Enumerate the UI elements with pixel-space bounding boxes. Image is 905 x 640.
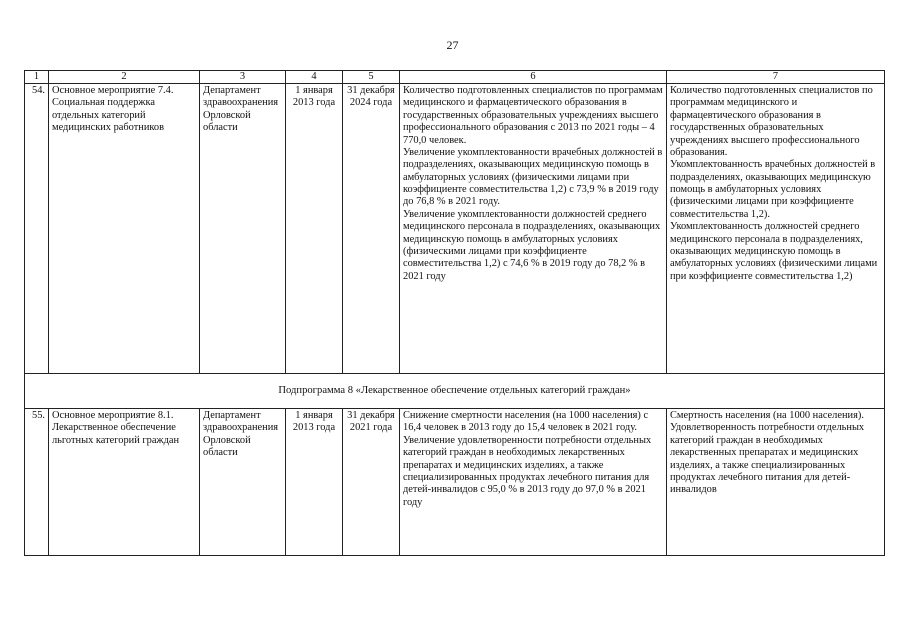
result-paragraph: Увеличение укомплектованности врачебных должностей в подразделениях, оказывающих медицинскую помощь в амбулаторных условиях (физическими лицами при коэффициенте совместительства 1,2) с 73,9 % в 2019 году до 76,8 % в 2021 году.	[403, 146, 663, 208]
table-row	[25, 409, 885, 556]
subprogram-row	[25, 374, 885, 409]
indicator-paragraph: Укомплектованность должностей среднего медицинского персонала в подразделениях, оказывающих медицинскую помощь в амбулаторных условиях (физическими лицами при коэффициенте совместительства 1,2)	[670, 221, 878, 282]
indicator-paragraph: Укомплектованность врачебных должностей в подразделениях, оказывающих медицинскую помощь в амбулаторных условиях (физическими лицами при коэффициенте совместительства 1,2).	[670, 159, 876, 220]
result-paragraph: Увеличение укомплектованности должностей среднего медицинского персонала в подразделениях, оказывающих медицинскую помощь в амбулаторных условиях (физическими лицами при коэффициенте совместительства 1,2) с 74,6 % в 2019 году до 78,2 % в 2021 году	[403, 208, 661, 282]
executor: Департамент здравоохранения Орловской области	[200, 84, 286, 374]
start-date: 1 января 2013 года	[286, 409, 343, 556]
result-paragraph: Количество подготовленных специалистов по программам медицинского и фармацевтического образования в государственных образовательных учреждениях высшего профессионального образования с 2013 по 2021 годы – 4 770,0 человек.	[403, 85, 663, 146]
indicator-paragraph: Смертность населения (на 1000 населения).	[670, 410, 864, 421]
column-number: 2	[49, 71, 200, 84]
executor: Департамент здравоохранения Орловской области	[200, 409, 286, 556]
column-number: 6	[400, 71, 667, 84]
indicator-paragraph: Удовлетворенность потребности отдельных категорий граждан в необходимых лекарственных препаратах и медицинских изделиях, а также специализированных продуктах лечебного питания для детей-инвалидов	[670, 422, 865, 496]
end-date: 31 декабря 2024 года	[343, 84, 400, 374]
column-number: 4	[286, 71, 343, 84]
result-paragraph: Увеличение удовлетворенности потребности отдельных категорий граждан в необходимых лекарственных препаратах и медицинских изделиях, а также специализированных продуктах лечебного питания для детей-инвалидов с 95,0 % в 2013 году до 97,0 % в 2021 году	[403, 434, 652, 508]
column-number: 5	[343, 71, 400, 84]
indicators	[667, 84, 885, 374]
column-number: 3	[200, 71, 286, 84]
expected-results	[400, 84, 667, 374]
measure-name: Основное мероприятие 8.1. Лекарственное обеспечение льготных категорий граждан	[49, 409, 200, 556]
row-number: 54.	[25, 84, 49, 374]
table-row	[25, 84, 885, 374]
indicator-paragraph: Количество подготовленных специалистов по программам медицинского и фармацевтического образования в государственных образовательных учреждениях высшего профессионального образования.	[670, 85, 873, 158]
result-paragraph: Снижение смертности населения (на 1000 населения) с 16,4 человек в 2013 году до 15,4 человек в 2021 году.	[403, 410, 649, 434]
page-number: 27	[446, 38, 459, 52]
column-number: 7	[667, 71, 885, 84]
column-number-row	[25, 71, 885, 84]
column-number: 1	[25, 71, 49, 84]
end-date: 31 декабря 2021 года	[343, 409, 400, 556]
expected-results	[400, 409, 667, 556]
measure-name: Основное мероприятие 7.4. Социальная поддержка отдельных категорий медицинских работников	[49, 84, 200, 374]
measures-table	[24, 70, 885, 556]
indicators	[667, 409, 885, 556]
start-date: 1 января 2013 года	[286, 84, 343, 374]
subprogram-title: Подпрограмма 8 «Лекарственное обеспечение отдельных категорий граждан»	[25, 374, 885, 409]
row-number: 55.	[25, 409, 49, 556]
